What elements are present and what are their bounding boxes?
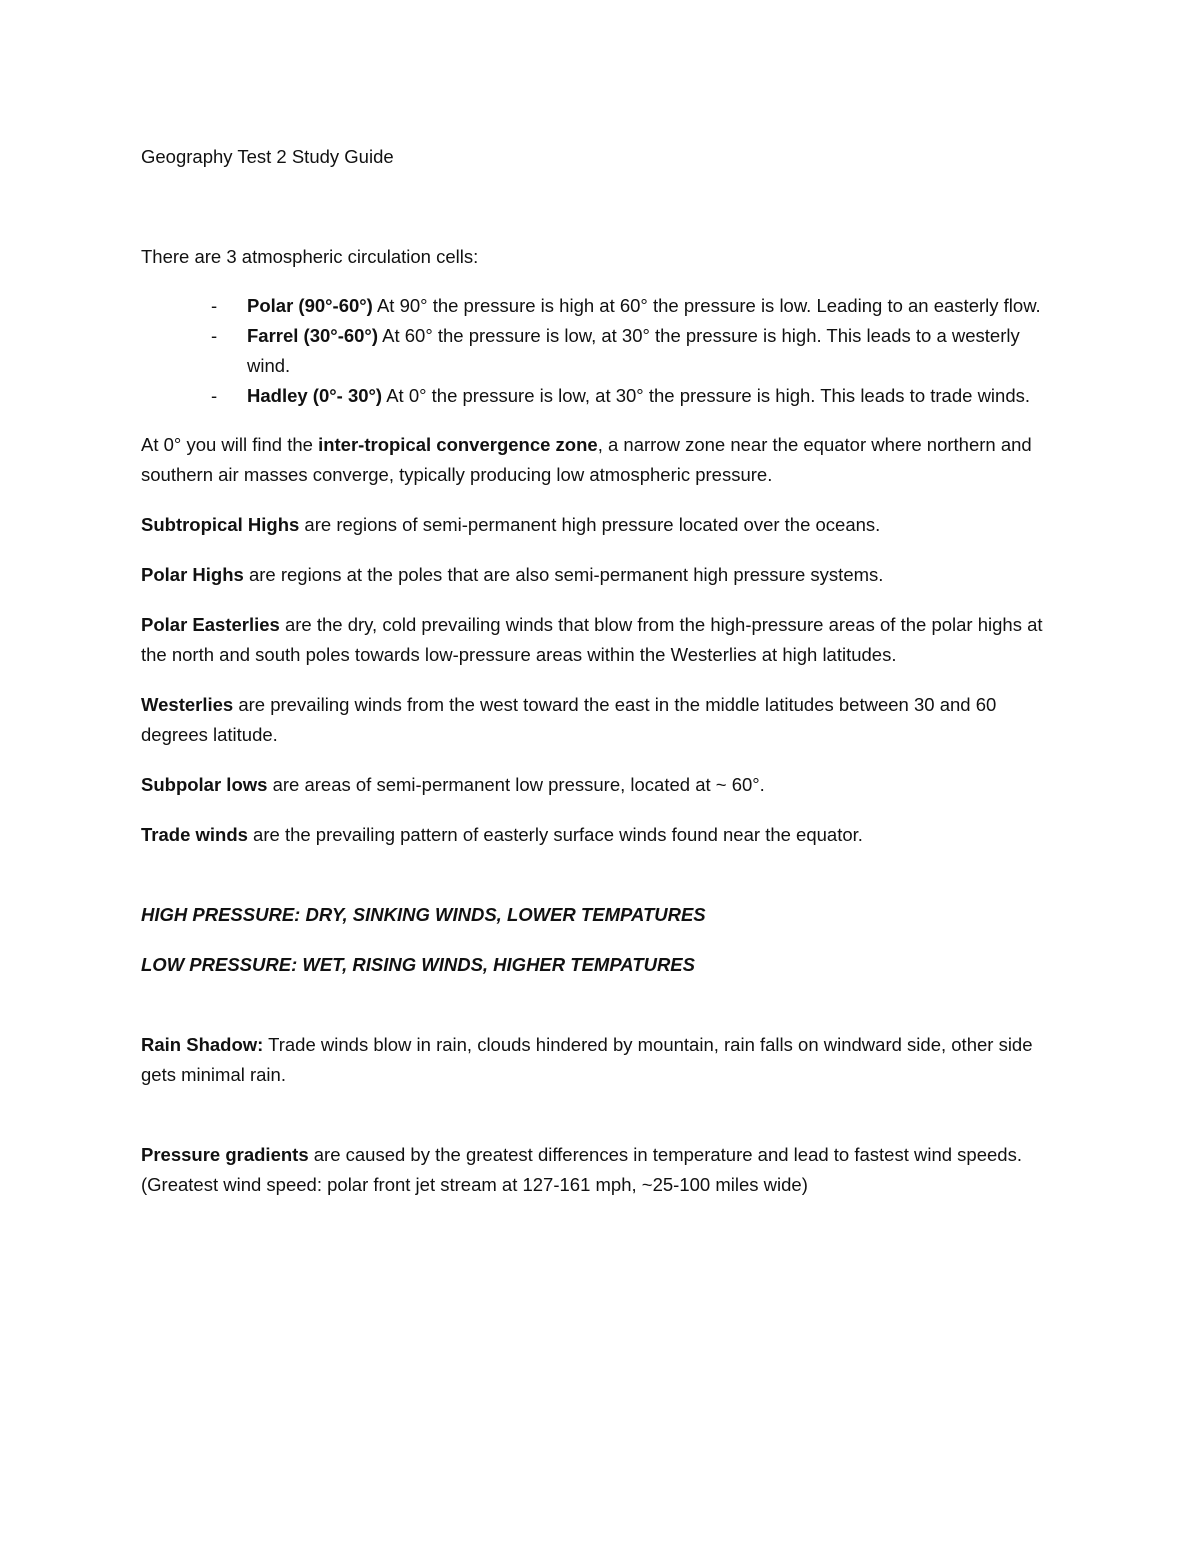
term-westerlies: Westerlies bbox=[141, 694, 234, 715]
list-item-polar-cell bbox=[141, 291, 1066, 321]
itcz-paragraph bbox=[141, 430, 1066, 490]
list-item-farrel-cell bbox=[141, 321, 1066, 381]
farrel-cell-text: At 60° the pressure is low, at 30° the pressure is high. This leads to a westerly wind. bbox=[247, 325, 1020, 376]
term-itcz: inter-tropical convergence zone bbox=[318, 434, 598, 455]
itcz-pre: At 0° you will find the bbox=[141, 434, 319, 455]
low-pressure-summary: LOW PRESSURE: WET, RISING WINDS, HIGHER TEMPATURES bbox=[141, 954, 695, 975]
list-item-hadley-cell bbox=[141, 381, 1066, 411]
circulation-cells-list bbox=[141, 291, 1066, 411]
term-polar-cell: Polar (90°-60°) bbox=[247, 295, 373, 316]
term-hadley-cell: Hadley (0°- 30°) bbox=[247, 385, 383, 406]
pressure-gradients-paragraph bbox=[141, 1140, 1066, 1200]
definition-text: are the prevailing pattern of easterly surface winds found near the equator. bbox=[247, 824, 863, 845]
definition-subtropical-highs bbox=[141, 510, 1066, 540]
term-polar-highs: Polar Highs bbox=[141, 564, 244, 585]
bullet-dash: - bbox=[211, 385, 218, 406]
definition-text: are regions of semi-permanent high pressure located over the oceans. bbox=[299, 514, 881, 535]
term-trade-winds: Trade winds bbox=[141, 824, 248, 845]
definition-text: are prevailing winds from the west toward the east in the middle latitudes between 30 and 60 degrees latitude. bbox=[141, 694, 997, 745]
term-pressure-gradients: Pressure gradients bbox=[141, 1144, 309, 1165]
intro-text: There are 3 atmospheric circulation cells: bbox=[141, 246, 479, 267]
definition-subpolar-lows bbox=[141, 770, 1066, 800]
document-title: Geography Test 2 Study Guide bbox=[141, 146, 394, 167]
term-rain-shadow: Rain Shadow: bbox=[141, 1034, 264, 1055]
definition-polar-highs bbox=[141, 560, 1066, 590]
high-pressure-summary: HIGH PRESSURE: DRY, SINKING WINDS, LOWER TEMPATURES bbox=[141, 904, 706, 925]
term-farrel-cell: Farrel (30°-60°) bbox=[247, 325, 378, 346]
bullet-dash: - bbox=[211, 295, 218, 316]
pressure-gradients-text: are caused by the greatest differences in temperature and lead to fastest wind speeds. (Greatest wind speed: polar front jet stream at 127-161 mph, ~25-100 miles wide) bbox=[141, 1144, 1022, 1195]
definition-polar-easterlies bbox=[141, 610, 1066, 670]
term-subpolar-lows: Subpolar lows bbox=[141, 774, 268, 795]
definition-text: are areas of semi-permanent low pressure, located at ~ 60°. bbox=[267, 774, 765, 795]
definition-trade-winds bbox=[141, 820, 1066, 850]
hadley-cell-text: At 0° the pressure is low, at 30° the pressure is high. This leads to trade winds. bbox=[382, 385, 1031, 406]
bullet-dash: - bbox=[211, 325, 218, 346]
polar-cell-text: At 90° the pressure is high at 60° the pressure is low. Leading to an easterly flow. bbox=[372, 295, 1041, 316]
rain-shadow-paragraph bbox=[141, 1030, 1066, 1090]
definition-text: are regions at the poles that are also semi-permanent high pressure systems. bbox=[243, 564, 884, 585]
document-body bbox=[141, 142, 1066, 1220]
term-subtropical-highs: Subtropical Highs bbox=[141, 514, 300, 535]
rain-shadow-text: Trade winds blow in rain, clouds hindered by mountain, rain falls on windward side, other side gets minimal rain. bbox=[141, 1034, 1033, 1085]
definition-westerlies bbox=[141, 690, 1066, 750]
definition-text: are the dry, cold prevailing winds that blow from the high-pressure areas of the polar highs at the north and south poles towards low-pressure areas within the Westerlies at high latitudes. bbox=[141, 614, 1043, 665]
itcz-post: , a narrow zone near the equator where northern and southern air masses converge, typically producing low atmospheric pressure. bbox=[141, 434, 1032, 485]
term-polar-easterlies: Polar Easterlies bbox=[141, 614, 280, 635]
